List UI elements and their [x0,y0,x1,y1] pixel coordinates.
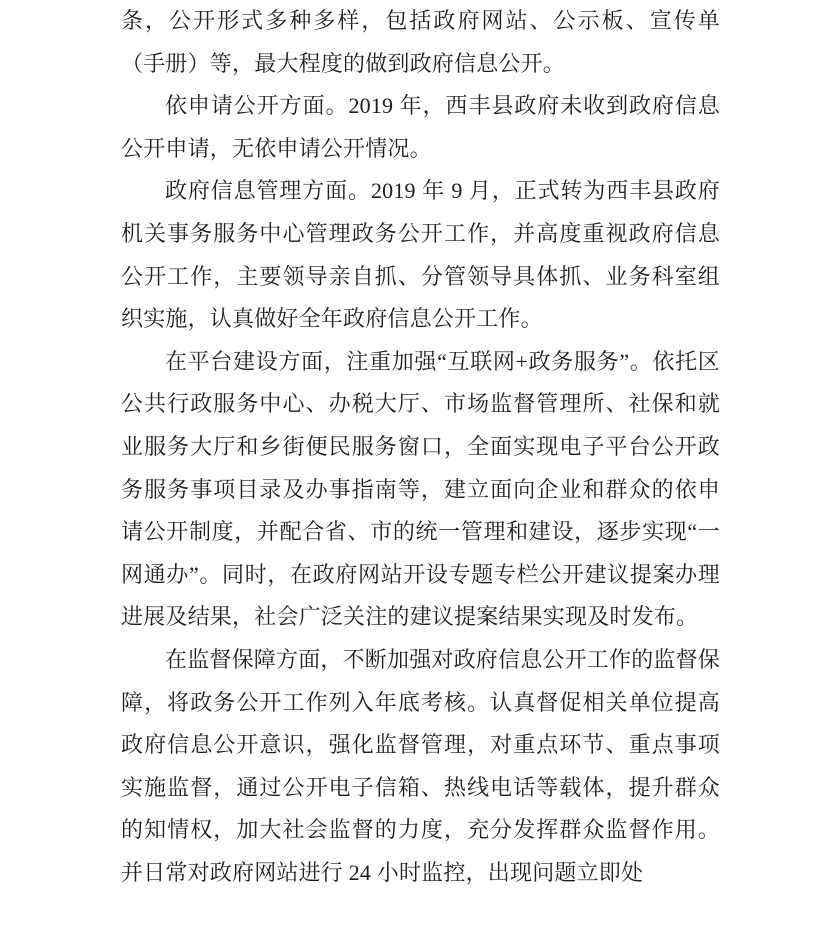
paragraph: 条，公开形式多种多样，包括政府网站、公示板、宣传单（手册）等，最大程度的做到政府信息公开。 [121,8,720,76]
paragraph: 在监督保障方面，不断加强对政府信息公开工作的监督保障，将政务公开工作列入年底考核。认真督促相关单位提高政府信息公开意识，强化监督管理，对重点环节、重点事项实施监督，通过公开电子信箱、热线电话等载体，提升群众的知情权，加大社会监督的力度，充分发挥群众监督作用。 并日常对政府网站进行 24 小时监控，出现问题立即处 [121,646,721,885]
paragraph: 依申请公开方面。2019 年，西丰县政府未收到政府信息公开申请，无依申请公开情况。 [121,93,720,161]
document-body [121,0,720,894]
paragraph: 政府信息管理方面。2019 年 9 月，正式转为西丰县政府机关事务服务中心管理政务公开工作，并高度重视政府信息公开工作，主要领导亲自抓、分管领导具体抓、业务科室组织实施，认真做好全年政府信息公开工作。 [121,178,720,332]
paragraph: 在平台建设方面，注重加强“互联网+政务服务”。依托区公共行政服务中心、办税大厅、市场监督管理所、社保和就业服务大厅和乡街便民服务窗口，全面实现电子平台公开政务服务事项目录及办事指南等，建立面向企业和群众的依申请公开制度，并配合省、市的统一管理和建设，逐步实现“一网通办”。同时，在政府网站开设专题专栏公开建议提案办理进展及结果，社会广泛关注的建议提案结果实现及时发布。 [121,348,720,630]
